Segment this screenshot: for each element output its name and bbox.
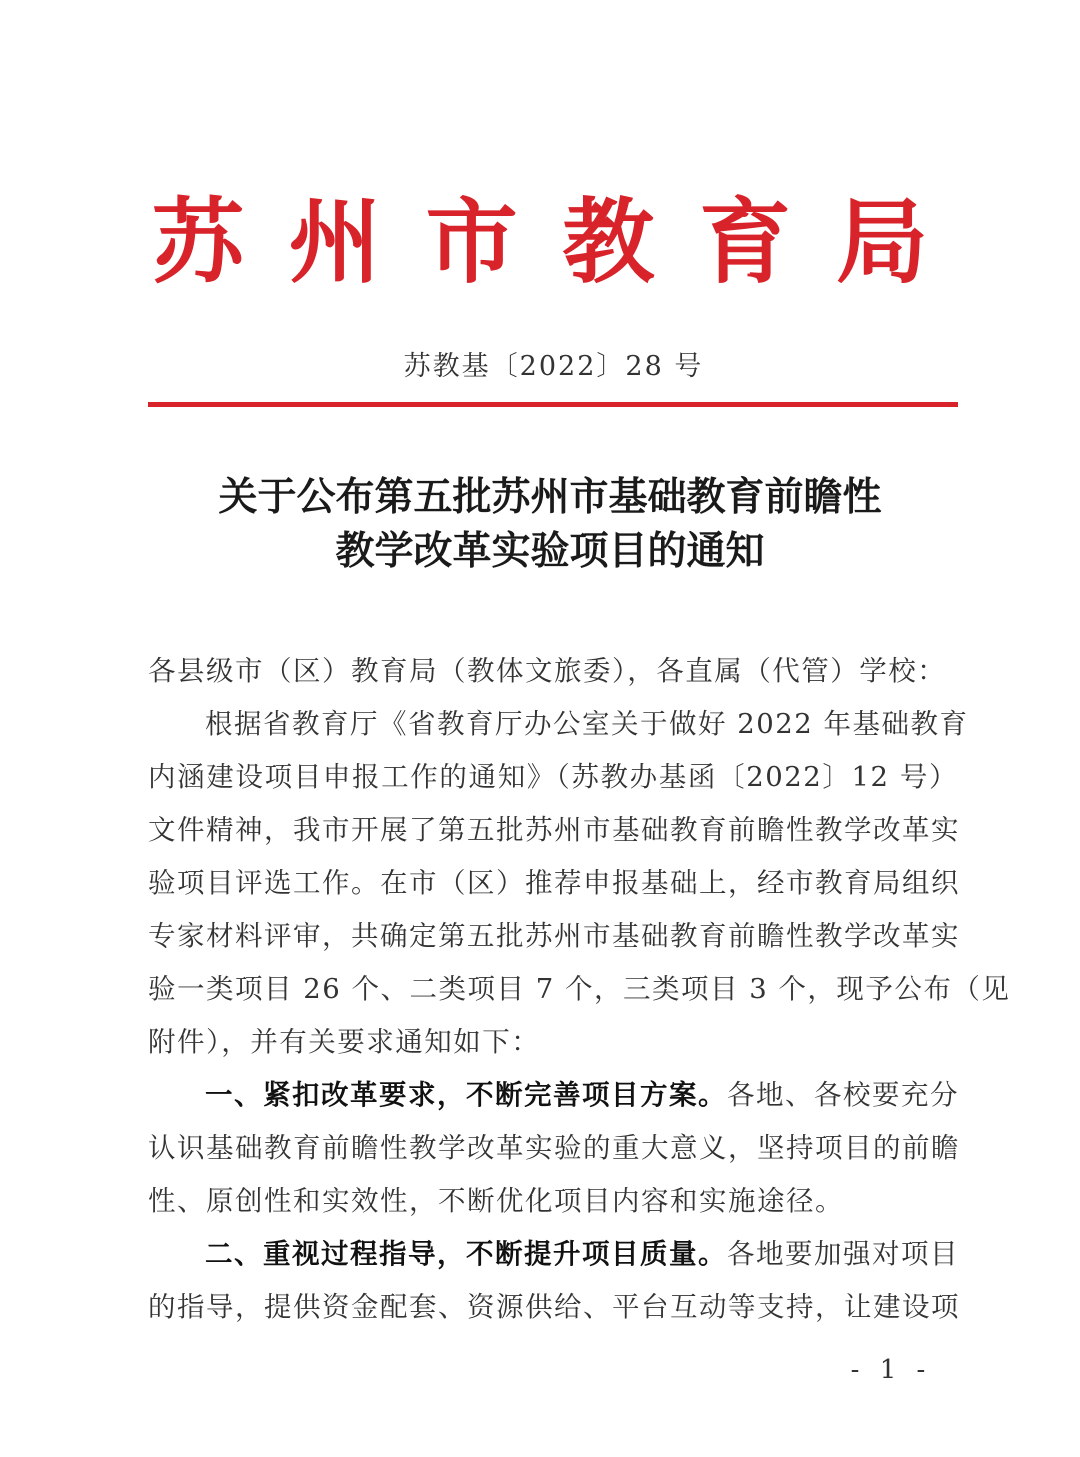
- title-line-2: 教学改革实验项目的通知: [335, 528, 765, 574]
- salutation: 各县级市（区）教育局（教体文旅委），各直属（代管）学校：: [148, 655, 947, 687]
- issuer-masthead: [150, 182, 930, 302]
- paragraph-line: 验项目评选工作。在市（区）推荐申报基础上，经市教育局组织: [148, 867, 960, 899]
- document-number: 苏教基〔2022〕28 号: [403, 351, 704, 382]
- masthead-char: 市: [425, 188, 518, 296]
- paragraph-line: 性、原创性和实效性，不断优化项目内容和实施途径。: [148, 1185, 844, 1217]
- paragraph-line: 根据省教育厅《省教育厅办公室关于做好 2022 年基础教育: [205, 708, 969, 740]
- paragraph-line: 专家材料评审，共确定第五批苏州市基础教育前瞻性教学改革实: [148, 920, 960, 952]
- masthead-char: 苏: [151, 188, 244, 296]
- paragraph-line: 的指导，提供资金配套、资源供给、平台互动等支持，让建设项: [148, 1291, 960, 1323]
- masthead-char: 育: [699, 188, 792, 296]
- paragraph-line: 文件精神，我市开展了第五批苏州市基础教育前瞻性教学改革实: [148, 814, 960, 846]
- section-2-first-line: [148, 1228, 958, 1281]
- title-line-1: 关于公布第五批苏州市基础教育前瞻性: [218, 474, 882, 520]
- red-divider-line: [148, 402, 958, 407]
- section-1-first-line: [148, 1069, 958, 1122]
- paragraph-line: 附件），并有关要求通知如下：: [148, 1026, 541, 1058]
- section-2-heading: 二、重视过程指导，不断提升项目质量。: [205, 1238, 727, 1270]
- section-2-text: 各地要加强对项目: [727, 1238, 959, 1270]
- section-1-heading: 一、紧扣改革要求，不断完善项目方案。: [205, 1079, 727, 1111]
- paragraph-line: 认识基础教育前瞻性教学改革实验的重大意义，坚持项目的前瞻: [148, 1132, 960, 1164]
- paragraph-line: 内涵建设项目申报工作的通知》（苏教办基函〔2022〕12 号）: [148, 761, 958, 793]
- page-number: - 1 -: [850, 1355, 932, 1385]
- masthead-char: 教: [562, 188, 655, 296]
- section-1-text: 各地、各校要充分: [727, 1079, 959, 1111]
- masthead-char: 局: [835, 188, 928, 296]
- document-body: [148, 645, 1011, 1334]
- masthead-char: 州: [288, 188, 381, 296]
- document-title: [0, 470, 1080, 578]
- paragraph-line: 验一类项目 26 个、二类项目 7 个，三类项目 3 个，现予公布（见: [148, 973, 1011, 1005]
